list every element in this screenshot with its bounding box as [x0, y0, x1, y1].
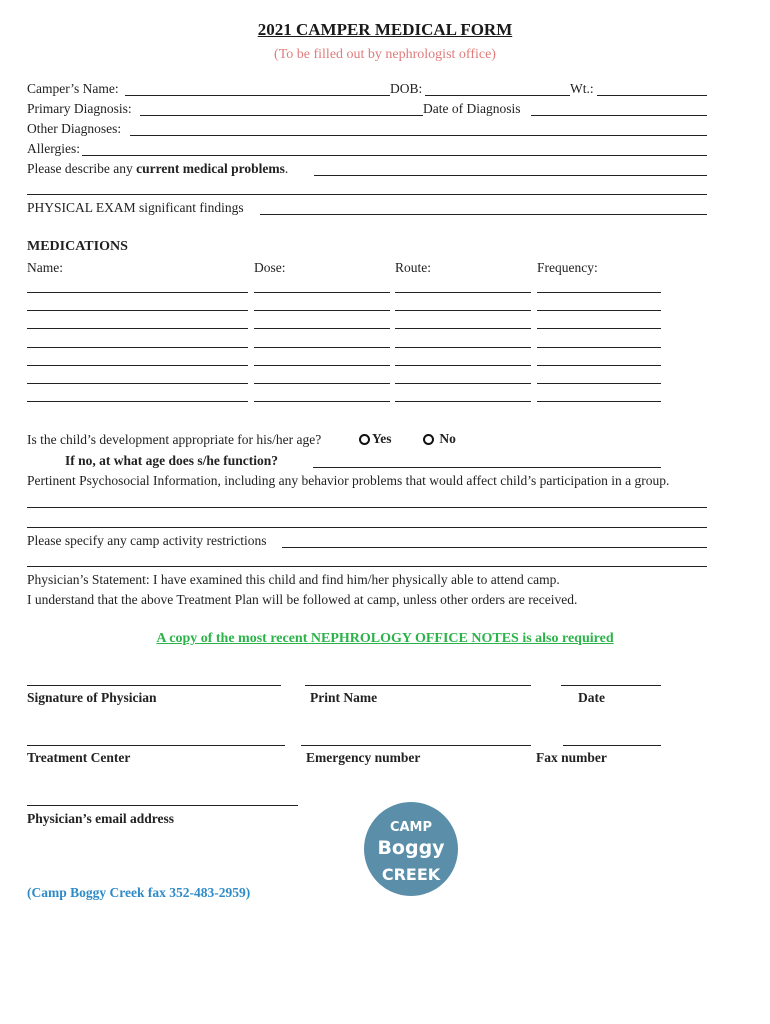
- med-route-field[interactable]: [395, 365, 531, 366]
- other-diagnoses-label: Other Diagnoses:: [27, 121, 122, 136]
- med-dose-field[interactable]: [254, 401, 390, 402]
- wt-field[interactable]: [597, 95, 707, 96]
- med-name-field[interactable]: [27, 383, 248, 384]
- med-route-field[interactable]: [395, 347, 531, 348]
- medications-heading: MEDICATIONS: [27, 239, 128, 254]
- emergency-number-field[interactable]: [301, 745, 531, 746]
- psychosocial-field-1[interactable]: [27, 507, 707, 508]
- signature-field[interactable]: [27, 685, 281, 686]
- development-followup-label: If no, at what age does s/he function?: [65, 453, 279, 468]
- primary-diagnosis-label: Primary Diagnosis:: [27, 101, 132, 116]
- logo-line-2: Boggy: [377, 837, 445, 859]
- date-field[interactable]: [561, 685, 661, 686]
- form-title: 2021 CAMPER MEDICAL FORM: [257, 20, 513, 39]
- med-name-field[interactable]: [27, 328, 248, 329]
- treatment-center-label: Treatment Center: [27, 750, 131, 765]
- med-frequency-field[interactable]: [537, 365, 661, 366]
- med-route-field[interactable]: [395, 401, 531, 402]
- med-route-field[interactable]: [395, 383, 531, 384]
- campers-name-field[interactable]: [125, 95, 390, 96]
- physician-statement-line-1: Physician’s Statement: I have examined this child and find him/her physically able to attend camp.: [27, 572, 560, 587]
- med-col-frequency: Frequency:: [537, 260, 598, 275]
- restrictions-field-1[interactable]: [282, 547, 707, 548]
- med-frequency-field[interactable]: [537, 328, 661, 329]
- other-diagnoses-field[interactable]: [130, 135, 707, 136]
- fax-number-field[interactable]: [563, 745, 661, 746]
- print-name-field[interactable]: [305, 685, 531, 686]
- allergies-label: Allergies:: [27, 141, 80, 156]
- yes-option[interactable]: Yes: [359, 431, 392, 447]
- med-dose-field[interactable]: [254, 365, 390, 366]
- medical-problems-label: Please describe any current medical problems.: [27, 161, 289, 176]
- physical-exam-label: PHYSICAL EXAM significant findings: [27, 200, 244, 215]
- med-frequency-field[interactable]: [537, 383, 661, 384]
- logo-line-1: CAMP: [389, 820, 433, 835]
- med-col-route: Route:: [395, 260, 431, 275]
- psychosocial-field-2[interactable]: [27, 527, 707, 528]
- fax-note: (Camp Boggy Creek fax 352-483-2959): [27, 885, 251, 900]
- physician-statement-line-2: I understand that the above Treatment Plan will be followed at camp, unless other orders are received.: [27, 592, 578, 607]
- primary-diagnosis-field[interactable]: [140, 115, 423, 116]
- email-field[interactable]: [27, 805, 298, 806]
- med-name-field[interactable]: [27, 401, 248, 402]
- campers-name-label: Camper’s Name:: [27, 81, 119, 96]
- medical-problems-field-2[interactable]: [27, 194, 707, 195]
- med-dose-field[interactable]: [254, 310, 390, 311]
- office-notes-notice: A copy of the most recent NEPHROLOGY OFFICE NOTES is also required: [156, 631, 614, 646]
- med-frequency-field[interactable]: [537, 292, 661, 293]
- med-name-field[interactable]: [27, 365, 248, 366]
- emergency-number-label: Emergency number: [306, 750, 421, 765]
- email-label: Physician’s email address: [27, 811, 175, 826]
- yes-radio[interactable]: [359, 434, 370, 445]
- logo-line-3: CREEK: [381, 865, 441, 884]
- restrictions-field-2[interactable]: [27, 566, 707, 567]
- form-subtitle: (To be filled out by nephrologist office): [274, 47, 496, 62]
- date-of-diagnosis-label: Date of Diagnosis: [423, 101, 521, 116]
- dob-field[interactable]: [425, 95, 570, 96]
- date-label: Date: [578, 690, 605, 705]
- med-route-field[interactable]: [395, 328, 531, 329]
- medical-problems-field[interactable]: [314, 175, 707, 176]
- development-question: Is the child’s development appropriate for his/her age?: [27, 432, 322, 447]
- med-frequency-field[interactable]: [537, 401, 661, 402]
- med-col-name: Name:: [27, 260, 63, 275]
- fax-number-label: Fax number: [536, 750, 607, 765]
- med-frequency-field[interactable]: [537, 347, 661, 348]
- med-dose-field[interactable]: [254, 383, 390, 384]
- med-dose-field[interactable]: [254, 347, 390, 348]
- med-route-field[interactable]: [395, 292, 531, 293]
- psychosocial-label: Pertinent Psychosocial Information, including any behavior problems that would affect child’s participation in a group.: [27, 473, 670, 488]
- allergies-field[interactable]: [82, 155, 707, 156]
- development-age-field[interactable]: [313, 467, 661, 468]
- med-dose-field[interactable]: [254, 292, 390, 293]
- wt-label: Wt.:: [570, 81, 594, 96]
- no-radio[interactable]: [423, 434, 434, 445]
- no-option[interactable]: No: [423, 431, 456, 447]
- med-name-field[interactable]: [27, 292, 248, 293]
- signature-label: Signature of Physician: [27, 690, 157, 705]
- camp-boggy-creek-logo: [362, 800, 460, 898]
- med-name-field[interactable]: [27, 310, 248, 311]
- physical-exam-field[interactable]: [260, 214, 707, 215]
- med-route-field[interactable]: [395, 310, 531, 311]
- med-dose-field[interactable]: [254, 328, 390, 329]
- date-of-diagnosis-field[interactable]: [531, 115, 707, 116]
- restrictions-label: Please specify any camp activity restrictions: [27, 533, 267, 548]
- print-name-label: Print Name: [310, 690, 378, 705]
- med-frequency-field[interactable]: [537, 310, 661, 311]
- med-col-dose: Dose:: [254, 260, 286, 275]
- treatment-center-field[interactable]: [27, 745, 285, 746]
- med-name-field[interactable]: [27, 347, 248, 348]
- dob-label: DOB:: [390, 81, 423, 96]
